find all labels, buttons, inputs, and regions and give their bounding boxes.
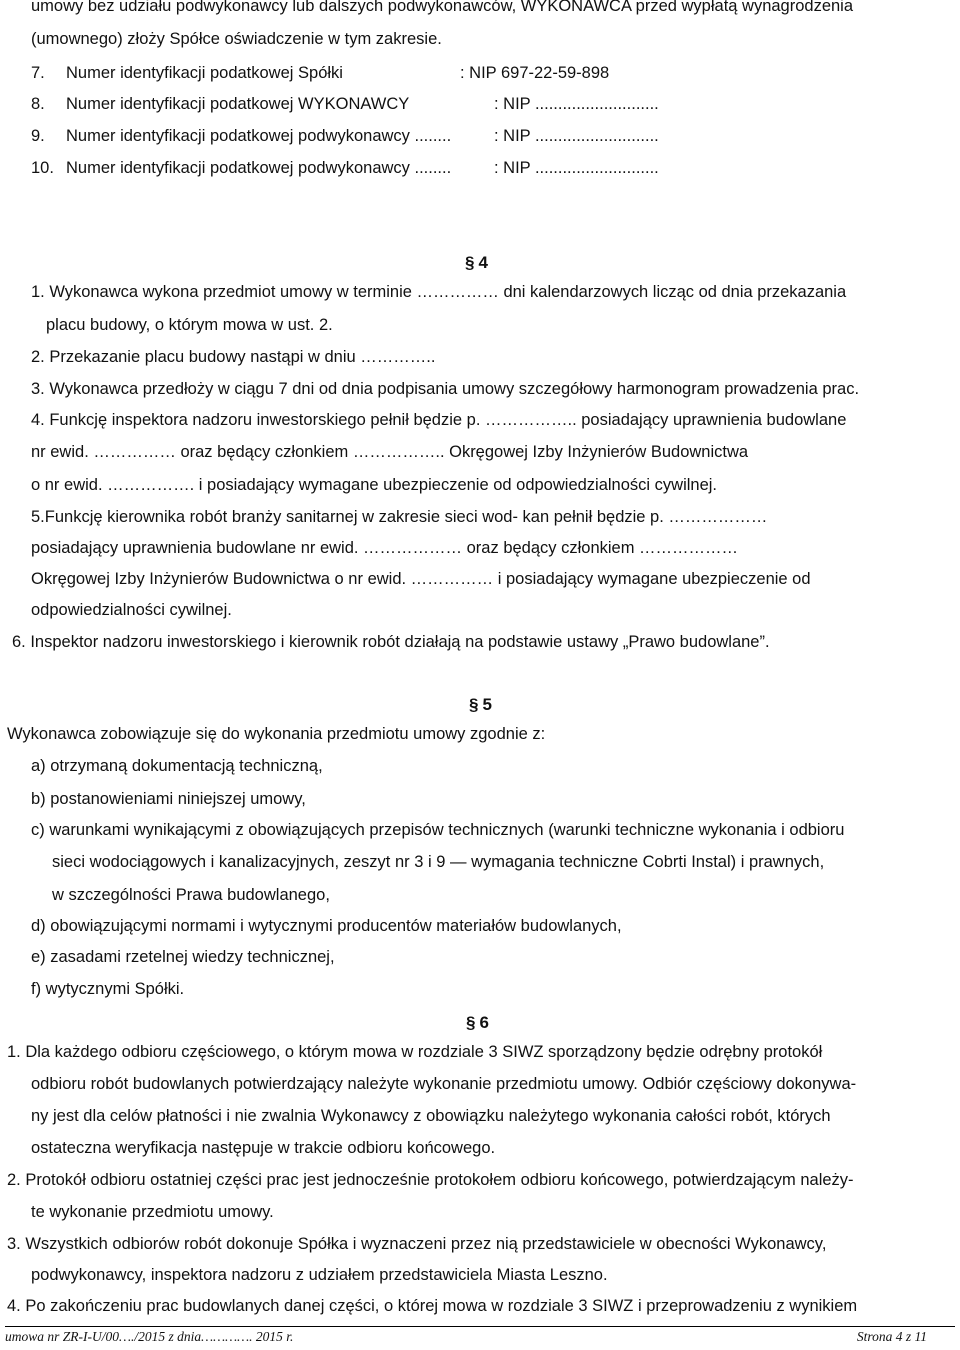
footer-contract-ref: umowa nr ZR-I-U/00…./2015 z dnia…………. 2015 r.	[5, 1329, 294, 1344]
intro-line: umowy bez udziału podwykonawcy lub dalszych podwykonawców, WYKONAWCA przed wypłatą wynagrodzenia	[31, 0, 854, 15]
s4-paragraph-5-cont: odpowiedzialności cywilnej.	[31, 601, 232, 619]
nip-item-label: Numer identyfikacji podatkowej podwykonawcy ........	[66, 127, 452, 145]
s4-paragraph-4-cont: o nr ewid. ……………. i posiadający wymagane ubezpieczenie od odpowiedzialności cywilnej.	[31, 476, 718, 494]
s6-paragraph-2: 2. Protokół odbioru ostatniej części prac jest jednocześnie protokołem odbioru końcowego, potwierdzającym należy-	[7, 1171, 854, 1189]
s4-paragraph-1: 1. Wykonawca wykona przedmiot umowy w terminie …………… dni kalendarzowych licząc od dnia przekazania	[31, 283, 847, 301]
s6-paragraph-2-cont: te wykonanie przedmiotu umowy.	[31, 1203, 274, 1221]
s5-intro: Wykonawca zobowiązuje się do wykonania przedmiotu umowy zgodnie z:	[7, 725, 546, 743]
nip-item-label: Numer identyfikacji podatkowej Spółki	[66, 64, 343, 82]
s5-item-e: e) zasadami rzetelnej wiedzy technicznej,	[31, 948, 335, 966]
nip-item-label: Numer identyfikacji podatkowej podwykonawcy ........	[66, 159, 452, 177]
s4-paragraph-5-cont: posiadający uprawnienia budowlane nr ewid. ……………… oraz będący członkiem ………………	[31, 539, 739, 557]
s5-item-b: b) postanowieniami niniejszej umowy,	[31, 790, 306, 808]
section-number: 6	[479, 1013, 489, 1032]
s6-paragraph-1-cont: odbioru robót budowlanych potwierdzający należyte wykonanie przedmiotu umowy. Odbiór częściowy dokonywa-	[31, 1075, 857, 1093]
footer-page-number: Strona 4 z 11	[856, 1329, 927, 1344]
section-number: 4	[478, 253, 488, 272]
nip-item-value: : NIP ...........................	[494, 159, 659, 177]
s4-paragraph-5-cont: Okręgowej Izby Inżynierów Budownictwa o nr ewid. …………… i posiadający wymagane ubezpieczenie od	[31, 570, 811, 588]
nip-item-value: : NIP ...........................	[494, 127, 659, 145]
nip-item-value: : NIP 697-22-59-898	[460, 64, 610, 82]
s5-item-f: f) wytycznymi Spółki.	[31, 980, 185, 998]
page-footer	[5, 1326, 955, 1347]
s4-paragraph-6: 6. Inspektor nadzoru inwestorskiego i kierownik robót działają na podstawie ustawy „Prawo budowlane”.	[12, 633, 770, 651]
section-heading	[466, 1008, 489, 1038]
s4-paragraph-4-cont: nr ewid. …………… oraz będący członkiem …………….. Okręgowej Izby Inżynierów Budownictwa	[31, 443, 749, 461]
section-number: 5	[482, 695, 492, 714]
nip-item-label: Numer identyfikacji podatkowej WYKONAWCY	[66, 95, 410, 113]
s5-item-c: c) warunkami wynikającymi z obowiązujących przepisów technicznych (warunki techniczne wykonania i odbioru	[31, 821, 845, 839]
intro-line: (umownego) złoży Spółce oświadczenie w tym zakresie.	[31, 30, 442, 48]
section-heading	[469, 690, 492, 720]
s6-paragraph-1-cont: ny jest dla celów płatności i nie zwalnia Wykonawcy z obowiązku należytego wykonania całości robót, których	[31, 1107, 831, 1125]
s4-paragraph-4: 4. Funkcję inspektora nadzoru inwestorskiego pełnił będzie p. …………….. posiadający uprawnienia budowlane	[31, 411, 847, 429]
s4-paragraph-5: 5.Funkcję kierownika robót branży sanitarnej w zakresie sieci wod- kan pełnił będzie p. ………………	[31, 508, 768, 526]
s6-paragraph-1: 1. Dla każdego odbioru częściowego, o którym mowa w rozdziale 3 SIWZ sporządzony będzie odrębny protokół	[7, 1043, 823, 1061]
s4-paragraph-2: 2. Przekazanie placu budowy nastąpi w dniu …………..	[31, 348, 436, 366]
s6-paragraph-3: 3. Wszystkich odbiorów robót dokonuje Spółka i wyznaczeni przez nią przedstawiciele w obecności Wykonawcy,	[7, 1235, 827, 1253]
s5-item-d: d) obowiązującymi normami i wytycznymi producentów materiałów budowlanych,	[31, 917, 622, 935]
s5-item-a: a) otrzymaną dokumentacją techniczną,	[31, 757, 323, 775]
s4-paragraph-3: 3. Wykonawca przedłoży w ciągu 7 dni od dnia podpisania umowy szczegółowy harmonogram prowadzenia prac.	[31, 380, 860, 398]
nip-item-number: 8.	[31, 95, 45, 113]
s6-paragraph-3-cont: podwykonawcy, inspektora nadzoru z udziałem przedstawiciela Miasta Leszno.	[31, 1266, 608, 1284]
nip-item-number: 7.	[31, 64, 45, 82]
nip-item-number: 9.	[31, 127, 45, 145]
s6-paragraph-1-cont: ostateczna weryfikacja następuje w trakcie odbioru końcowego.	[31, 1139, 496, 1157]
nip-item-number: 10.	[31, 159, 54, 177]
nip-item-value: : NIP ...........................	[494, 95, 659, 113]
section-symbol: §	[469, 695, 479, 714]
s6-paragraph-4: 4. Po zakończeniu prac budowlanych danej części, o której mowa w rozdziale 3 SIWZ i przeprowadzeniu z wynikiem	[7, 1297, 858, 1315]
section-heading	[465, 248, 488, 278]
s5-item-c-cont: sieci wodociągowych i kanalizacyjnych, zeszyt nr 3 i 9 — wymagania techniczne Cobrti Instal) i prawnych,	[52, 853, 825, 871]
section-symbol: §	[465, 253, 475, 272]
section-symbol: §	[466, 1013, 476, 1032]
s4-paragraph-1-cont: placu budowy, o którym mowa w ust. 2.	[46, 316, 333, 334]
s5-item-c-cont: w szczególności Prawa budowlanego,	[52, 886, 330, 904]
